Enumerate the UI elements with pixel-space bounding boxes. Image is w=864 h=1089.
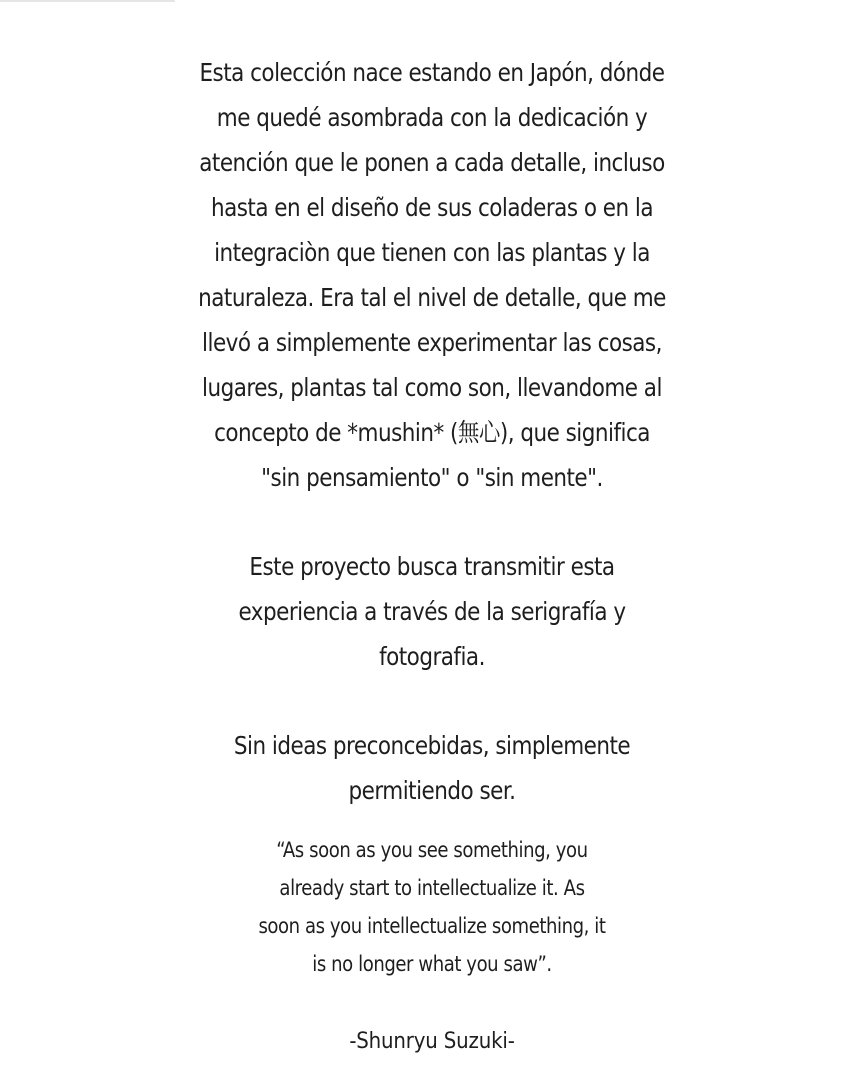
paragraph-line: Sin ideas preconcebidas, simplemente xyxy=(233,731,631,760)
quote-line: soon as you intellectualize something, it xyxy=(258,914,606,938)
quote-block xyxy=(60,831,803,983)
paragraph-line: experiencia a través de la serigrafía y xyxy=(238,597,626,626)
paragraph-line: me quedé asombrada con la dedicación y xyxy=(216,103,648,132)
quote-line: is no longer what you saw”. xyxy=(312,952,552,976)
paragraph-line: llevó a simplemente experimentar las cosas, xyxy=(202,328,662,357)
intro-paragraph xyxy=(60,50,803,500)
paragraph-line: concepto de *mushin* (無心), que significa xyxy=(214,418,650,447)
paragraph-line: integraciòn que tienen con las plantas y la xyxy=(214,238,650,267)
quote-author xyxy=(43,1023,821,1061)
top-edge-mark xyxy=(0,0,175,2)
closing-paragraph xyxy=(60,723,803,813)
quote-line: already start to intellectualize it. As xyxy=(279,876,585,900)
paragraph-line: "sin pensamiento" o "sin mente". xyxy=(261,463,603,492)
paragraph-line: hasta en el diseño de sus coladeras o en la xyxy=(210,193,654,222)
paragraph-line: Este proyecto busca transmitir esta xyxy=(249,552,615,581)
paragraph-line: permitiendo ser. xyxy=(348,776,516,805)
quote-line: “As soon as you see something, you xyxy=(276,838,588,862)
paragraph-line: fotografia. xyxy=(379,642,485,671)
paragraph-line: Esta colección nace estando en Japón, dónde xyxy=(199,58,665,87)
project-paragraph xyxy=(60,544,803,679)
paragraph-line: atención que le ponen a cada detalle, incluso xyxy=(199,148,665,177)
paragraph-line: naturaleza. Era tal el nivel de detalle, que me xyxy=(198,283,666,312)
paragraph-line: lugares, plantas tal como son, llevandome al xyxy=(202,373,662,402)
author-name: -Shunryu Suzuki- xyxy=(349,1029,515,1054)
